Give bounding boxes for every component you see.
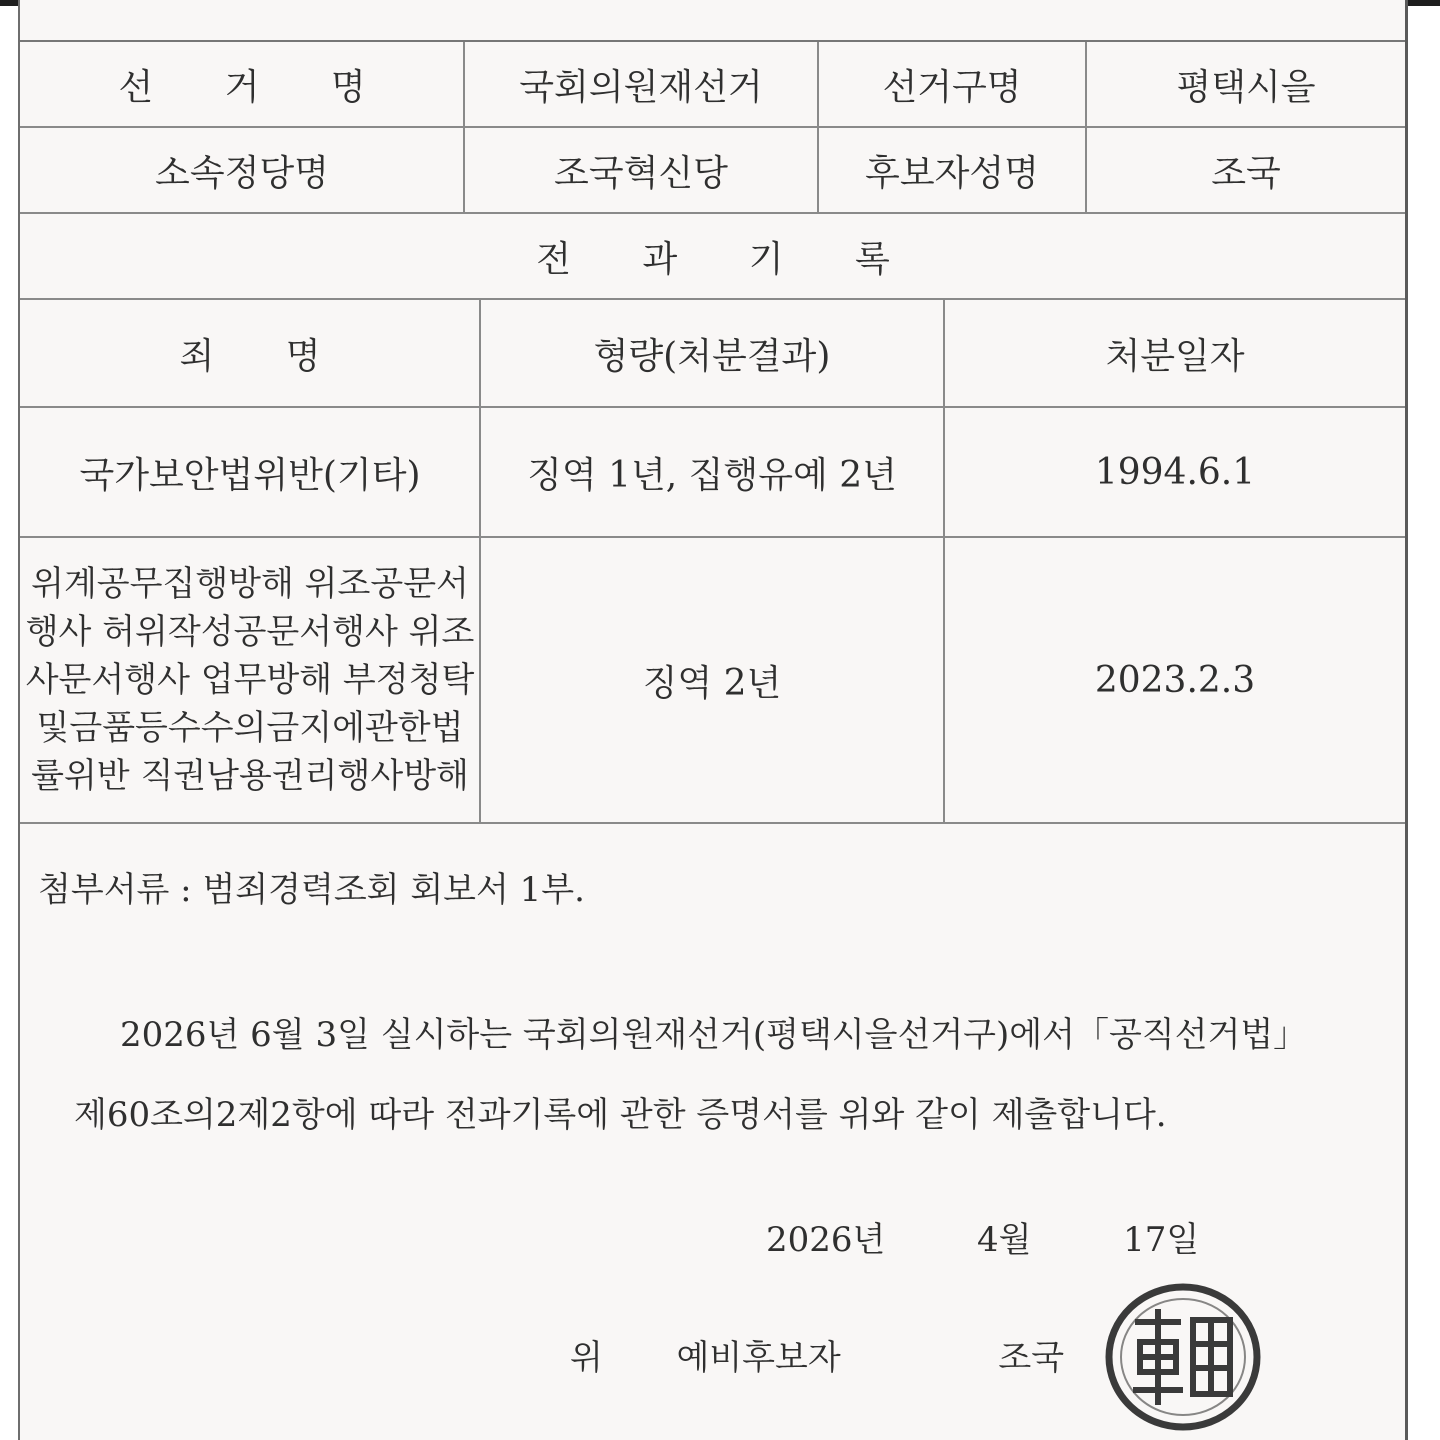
candidate-label: 후보자성명 xyxy=(865,152,1039,194)
signature-name: 조국 xyxy=(998,1338,1065,1378)
certificate-document xyxy=(18,0,1408,1440)
district-label: 선거구명 xyxy=(882,66,1022,108)
party-value: 조국혁신당 xyxy=(554,152,728,194)
column-divider xyxy=(817,42,819,212)
crime-cell: 위계공무집행방해 위조공문서행사 허위작성공문서행사 위조사문서행사 업무방해 부정청탁및금품등수수의금지에관한법률위반 직권남용권리행사방해 xyxy=(25,564,475,796)
signature-role: 예비후보자 xyxy=(676,1338,841,1378)
date-cell: 1994.6.1 xyxy=(1094,451,1256,493)
sentence-cell: 징역 2년 xyxy=(642,662,782,704)
record-title: 전 과 기 록 xyxy=(536,238,920,280)
column-divider xyxy=(479,300,481,822)
column-divider xyxy=(463,42,465,212)
crime-cell: 국가보안법위반(기타) xyxy=(79,454,421,496)
statement-line-1: 2026년 6월 3일 실시하는 국회의원재선거(평택시을선거구)에서「공직선거법」 xyxy=(120,1015,1308,1055)
district-value: 평택시을 xyxy=(1176,66,1316,108)
party-label: 소속정당명 xyxy=(155,152,329,194)
issue-date xyxy=(766,1212,1199,1261)
signature-prefix: 위 xyxy=(570,1338,603,1378)
col-header-date: 처분일자 xyxy=(1105,335,1245,377)
election-name-label: 선 거 명 xyxy=(118,66,396,108)
column-divider xyxy=(1085,42,1087,212)
date-month: 4월 xyxy=(977,1220,1032,1260)
col-header-sentence: 형량(처분결과) xyxy=(593,335,831,377)
col-header-crime: 죄 명 xyxy=(179,335,351,377)
date-cell: 2023.2.3 xyxy=(1094,659,1256,701)
signature-line xyxy=(570,1330,1064,1379)
date-day: 17일 xyxy=(1123,1220,1200,1260)
statement-line-2: 제60조의2제2항에 따라 전과기록에 관한 증명서를 위와 같이 제출합니다. xyxy=(74,1095,1167,1135)
table-bottom-rule xyxy=(20,822,1405,824)
date-year: 2026년 xyxy=(766,1220,886,1260)
election-name-value: 국회의원재선거 xyxy=(519,66,763,108)
seal-stamp-icon xyxy=(1098,1282,1268,1432)
attachment-note: 첨부서류 : 범죄경력조회 회보서 1부. xyxy=(38,870,585,910)
sentence-cell: 징역 1년, 집행유예 2년 xyxy=(527,454,897,496)
column-divider xyxy=(943,300,945,822)
statement-paragraph xyxy=(74,995,1374,1155)
candidate-value: 조국 xyxy=(1211,152,1281,194)
